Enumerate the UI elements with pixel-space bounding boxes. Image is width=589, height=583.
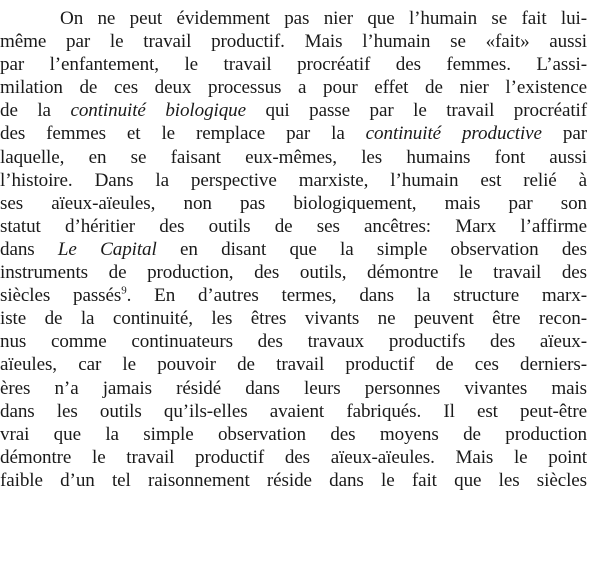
line-text: iste de la continuité, les êtres vivants ne peuvent être recon- (0, 308, 587, 330)
text-line (0, 192, 589, 215)
line-text: par l’enfantement, le travail procréatif des femmes. L’assi- (0, 54, 587, 76)
text-line (0, 122, 589, 145)
text-line (0, 7, 589, 30)
text-line (0, 99, 589, 122)
text-line (0, 284, 589, 307)
text-line (0, 76, 589, 99)
line-text: faible d’un tel raisonnement réside dans le fait que les siècles (0, 469, 587, 491)
text-line (0, 446, 589, 469)
line-text: aïeules, car le pouvoir de travail productif de ces derniers- (0, 354, 587, 376)
line-text: statut d’héritier des outils de ses ancêtres: Marx l’affirme (0, 215, 587, 237)
line-text: nus comme continuateurs des travaux productifs des aïeux- (0, 331, 587, 353)
text-line (0, 169, 589, 192)
line-text: démontre le travail productif des aïeux-aïeules. Mais le point (0, 446, 587, 468)
text-line (0, 30, 589, 53)
text-line (0, 238, 589, 261)
line-text: même par le travail productif. Mais l’humain se «fait» aussi (0, 31, 587, 53)
line-text: dans (0, 238, 58, 260)
line-text: ères n’a jamais résidé dans leurs personnes vivantes mais (0, 377, 587, 399)
line-text: instruments de production, des outils, démontre le travail des (0, 262, 587, 284)
line-text: qui passe par le travail procréatif (246, 100, 588, 122)
line-text: de la (0, 100, 71, 122)
text-line (0, 215, 589, 238)
footnote-marker: 9 (121, 284, 127, 297)
text-line (0, 53, 589, 76)
text-line (0, 423, 589, 446)
line-text: On ne peut évidemment pas nier que l’humain se fait lui- (60, 8, 587, 29)
text-line (0, 146, 589, 169)
line-text: vrai que la simple observation des moyens de production (0, 423, 587, 445)
line-text: . En d’autres termes, dans la structure marx- (126, 285, 587, 307)
text-line (0, 307, 589, 330)
line-text: en disant que la simple observation des (156, 238, 587, 260)
line-text: l’histoire. Dans la perspective marxiste, l’humain est relié à (0, 169, 587, 191)
italic-term: continuité productive (365, 123, 542, 145)
line-text: des femmes et le remplace par la (0, 123, 366, 145)
body-paragraph (0, 7, 589, 492)
line-text: laquelle, en se faisant eux-mêmes, les humains font aussi (0, 146, 587, 168)
text-line (0, 469, 589, 492)
line-text: ses aïeux-aïeules, non pas biologiquement, mais par son (0, 192, 587, 214)
text-line (0, 261, 589, 284)
line-text: siècles passés (0, 285, 122, 307)
book-title: Le Capital (57, 238, 157, 260)
text-line (0, 330, 589, 353)
line-text: par (541, 123, 587, 145)
line-text: dans les outils qu’ils-elles avaient fabriqués. Il est peut-être (0, 400, 587, 422)
italic-term: continuité biologique (70, 100, 246, 122)
text-line (0, 353, 589, 376)
line-text: milation de ces deux processus a pour effet de nier l’existence (0, 77, 587, 99)
text-line (0, 400, 589, 423)
text-line (0, 377, 589, 400)
